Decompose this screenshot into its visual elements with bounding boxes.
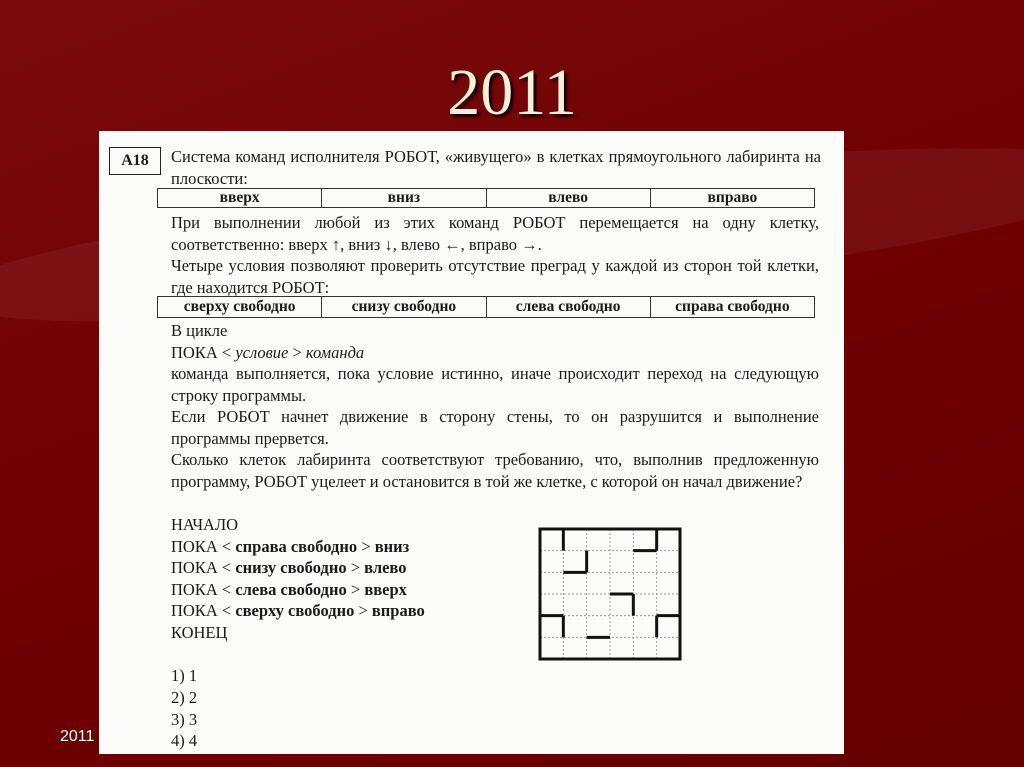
program-line	[171, 514, 511, 536]
program-bracket: >	[350, 558, 361, 578]
program-condition: сверху свободно	[235, 601, 355, 621]
scanned-task-page	[99, 131, 844, 754]
loop-command: команда	[305, 342, 365, 362]
answer-option: 2) 2	[171, 687, 198, 707]
condition-left-free: слева свободно	[486, 297, 650, 318]
condition-bottom-free: снизу свободно	[322, 297, 486, 318]
loop-keyword: ПОКА <	[171, 342, 232, 362]
program-line	[171, 600, 511, 622]
program-line	[171, 579, 511, 601]
wall-description: Если РОБОТ начнет движение в сторону стены, то он разрушится и выполнение программы прервется.	[171, 407, 819, 448]
command-left: влево	[486, 189, 650, 208]
program-command: вниз	[374, 536, 410, 556]
command-right: вправо	[650, 189, 814, 208]
condition-top-free: сверху свободно	[158, 297, 322, 318]
program-keyword: ПОКА <	[171, 558, 232, 578]
loop-line-1: В цикле	[171, 321, 228, 340]
program-bracket: >	[358, 601, 368, 621]
loop-description: команда выполняется, пока условие истинно, иначе происходит переход на следующую строку программы.	[171, 364, 819, 405]
command-up: вверх	[158, 189, 322, 208]
program-bracket: >	[361, 536, 371, 556]
answer-option: 3) 3	[171, 709, 198, 729]
move-description: При выполнении любой из этих команд РОБОТ перемещается на одну клетку, соответственно: вверх ↑, вниз ↓, влево ←, вправо →.	[171, 213, 819, 254]
program-keyword: ПОКА <	[171, 579, 232, 599]
answer-option: 1) 1	[171, 666, 198, 685]
commands-table	[157, 188, 815, 208]
maze-diagram	[537, 526, 683, 662]
program-condition: справа свободно	[235, 536, 358, 556]
loop-line-2	[171, 342, 819, 364]
program-keyword: НАЧАЛО	[171, 515, 239, 534]
answer-options	[171, 665, 291, 752]
program-command: вверх	[364, 579, 407, 599]
program-command: влево	[364, 558, 407, 578]
condition-right-free: справа свободно	[650, 297, 814, 318]
program-listing	[171, 514, 511, 644]
slide-title: 2011	[447, 56, 577, 129]
program-line	[171, 622, 511, 644]
conditions-table	[157, 296, 815, 318]
loop-condition: условие	[235, 342, 289, 362]
program-line	[171, 557, 511, 579]
slide-footer: 2011	[60, 728, 95, 745]
task-label: А18	[109, 147, 161, 175]
program-line	[171, 536, 511, 558]
program-command: вправо	[371, 601, 425, 621]
loop-bracket: >	[292, 342, 302, 362]
program-keyword: ПОКА <	[171, 601, 232, 621]
program-condition: снизу свободно	[235, 558, 347, 578]
program-keyword: КОНЕЦ	[171, 622, 228, 642]
command-down: вниз	[322, 189, 486, 208]
program-condition: слева свободно	[235, 579, 347, 599]
program-bracket: >	[350, 579, 361, 599]
loop-syntax	[171, 320, 819, 363]
task-question: Сколько клеток лабиринта соответствуют требованию, что, выполнив предложенную программу, РОБОТ уцелеет и остановится в той же клетке, с которой он начал движение?	[171, 450, 819, 491]
answer-option: 4) 4	[171, 731, 198, 751]
program-keyword: ПОКА <	[171, 536, 232, 556]
conditions-description: Четыре условия позволяют проверить отсутствие преград у каждой из сторон той клетки, где находится РОБОТ:	[171, 256, 819, 297]
task-intro: Система команд исполнителя РОБОТ, «живущего» в клетках прямоугольного лабиринта на плоскости:	[171, 147, 821, 188]
